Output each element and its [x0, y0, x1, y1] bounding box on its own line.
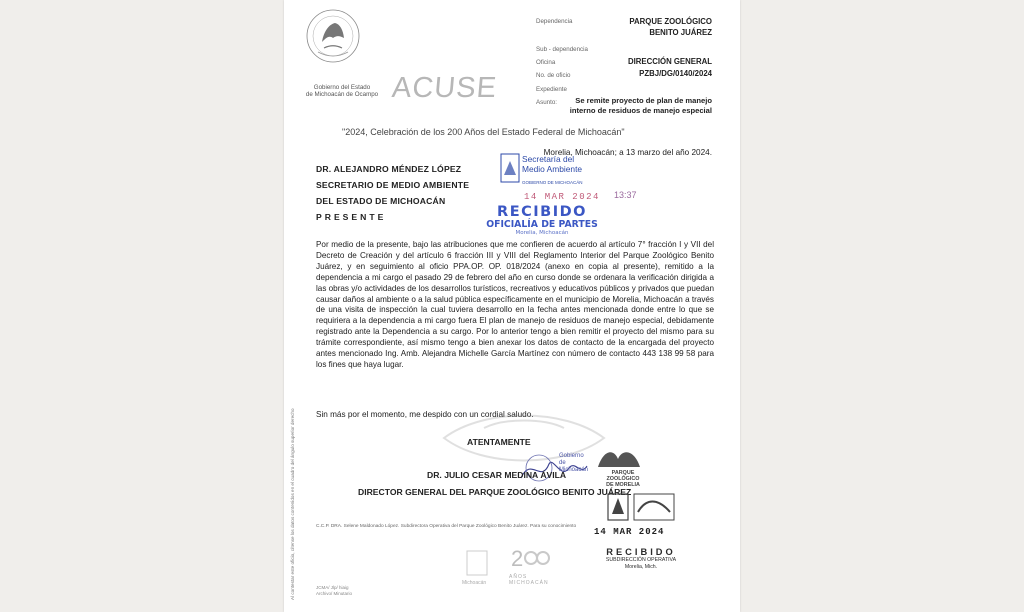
zoo-stamp-3: DE MORELIA: [606, 482, 640, 489]
footer-initials-1: JCMA/ Jlp/ hiaig: [316, 585, 349, 590]
no-oficio-value: PZBJ/DG/0140/2024: [639, 69, 712, 78]
sig-gov-2: de: [559, 460, 566, 466]
letter-page: [284, 0, 740, 612]
sig-gov-3: Michoacán: [559, 467, 589, 473]
footer-initials: [316, 585, 352, 597]
side-note-text: Al contestar este oficio, cítense los datos contenidos en el cuadro del ángulo superior derecho: [290, 408, 295, 600]
ccp-line: C.C.P. DRA. Selene Maldonado López. Subdirectora Operativa del Parque Zoológico Benito Juárez. Para su conocimiento: [316, 524, 577, 529]
no-oficio-label: No. de oficio: [536, 72, 571, 79]
gov-line-1: Gobierno del Estado: [313, 84, 371, 91]
asunto-label: Asunto:: [536, 99, 557, 106]
recipient-state: DEL ESTADO DE MICHOACÁN: [316, 196, 446, 206]
presente: PRESENTE: [316, 212, 387, 222]
background-left: [0, 0, 285, 612]
footer-gov-logo-icon: [464, 548, 490, 578]
zoo-stamp-2: ZOOLÓGICO: [606, 476, 640, 483]
side-note: [290, 240, 296, 600]
bottom-city-text: Morelia, Mich.: [624, 564, 658, 570]
background-right: [739, 0, 1024, 612]
footer-initials-2: Archivo/ Minutario: [316, 591, 353, 596]
bottom-recibido-text: RECIBIDO: [606, 547, 676, 557]
footer-200-line-1: AÑOS: [509, 574, 528, 580]
government-name: [296, 84, 388, 98]
sma-logo-icon: [500, 153, 520, 183]
oficialia-text: OFICIALÍA DE PARTES: [486, 219, 598, 230]
sma-line-1: Secretaría del: [522, 154, 575, 164]
expediente-label: Expediente: [536, 86, 567, 93]
dependencia-value-2: BENITO JUÁREZ: [649, 28, 712, 37]
closing-line: Sin más por el momento, me despido con un cordial saludo.: [316, 410, 534, 419]
bottom-recibido-stamp: [587, 547, 695, 571]
institutional-logos: [606, 492, 676, 524]
dependencia-label: Dependencia: [536, 18, 573, 25]
gov-line-2: de Michoacán de Ocampo: [305, 91, 379, 99]
subdependencia-label: Sub - dependencia: [536, 46, 588, 53]
letter-body: Por medio de la presente, bajo las atribuciones que me confieren de acuerdo al artículo 7° fracción I y VII del Decreto de Creación y del artículo 6 fracción III y VIII del Reglamento Interior del Parque Zoológico Benito Juárez, y en seguimiento al oficio PPA.OP. OP. 018/2024 (anexo en copia al presente), remitido a la dependencia a mi cargo el pasado 29 de febrero del año en curso donde se ordenara la verificación dirigida a las obras y/o actividades de los desarrollos turísticos, recreativos y educativos públicos y privados que puedan causar daños al ambiente o a la salud pública específicamente en el municipio de Morelia, Michoacán a través de una visita de inspección la cual tuviera desarrollo en la fecha antes mencionada donde entre lo que se requiriera a la dependencia a mi cargo fuera El plan de manejo de residuos de manejo especial, debidamente registrado ante la Dependencia a su cargo. Por lo anterior tengo a bien remitir el proyecto del mismo para su trámite correspondiente, así mismo tengo a bien anexar los datos de contacto de la encargada del proyecto antes mencionado Ing. Amb. Alejandra Michelle García Martínez con número de contacto 443 138 99 58 para los fines que haya lugar.: [316, 240, 714, 369]
mexican-coat-of-arms-seal: [304, 8, 362, 72]
svg-text:2: 2: [511, 546, 524, 571]
year-slogan: "2024, Celebración de los 200 Años del Estado Federal de Michoacán": [342, 127, 625, 137]
200-anos-text: [509, 574, 549, 586]
oficina-value: DIRECCIÓN GENERAL: [627, 57, 712, 66]
footer-200-line-2: MICHOACÁN: [509, 580, 549, 586]
date-line: Morelia, Michoacán; a 13 marzo del año 2024.: [543, 148, 712, 157]
zoo-stamp-1: PARQUE: [611, 470, 635, 476]
atentamente: ATENTAMENTE: [467, 437, 531, 447]
sma-line-2: Medio Ambiente: [522, 163, 583, 174]
signer-title: DIRECTOR GENERAL DEL PARQUE ZOOLÓGICO BENITO JUÁREZ: [358, 487, 632, 497]
zoo-logo-icon: [594, 445, 644, 471]
asunto-value: Se remite proyecto de plan de manejo interno de residuos de manejo especial: [569, 96, 712, 115]
footer-michoacan: Michoacán: [462, 580, 487, 586]
acuse-stamp: ACUSE: [390, 72, 499, 104]
recibido-text: RECIBIDO: [497, 204, 587, 220]
morelia-text: Morelia, Michoacán: [515, 230, 569, 236]
received-time-handwritten: 13:37: [614, 190, 637, 200]
received-date-stamp: 14 MAR 2024: [524, 192, 600, 202]
sig-gov-1: Gobierno: [559, 453, 584, 459]
oficina-label: Oficina: [536, 59, 556, 66]
dependencia-value-1: PARQUE ZOOLÓGICO: [629, 17, 712, 26]
signer-name: DR. JULIO CESAR MEDINA ÁVILA: [427, 470, 567, 480]
200-anos-logo: [509, 540, 555, 596]
bottom-date-stamp: 14 MAR 2024: [594, 527, 665, 537]
sma-stamp: [500, 153, 598, 187]
sma-small-text: GOBIERNO DE MICHOACÁN: [522, 180, 583, 185]
recipient-title: SECRETARIO DE MEDIO AMBIENTE: [316, 180, 470, 190]
recibido-stamp: [480, 205, 604, 237]
recipient-name: DR. ALEJANDRO MÉNDEZ LÓPEZ: [316, 164, 462, 174]
bottom-sub-text: SUBDIRECCIÓN OPERATIVA: [605, 557, 677, 563]
